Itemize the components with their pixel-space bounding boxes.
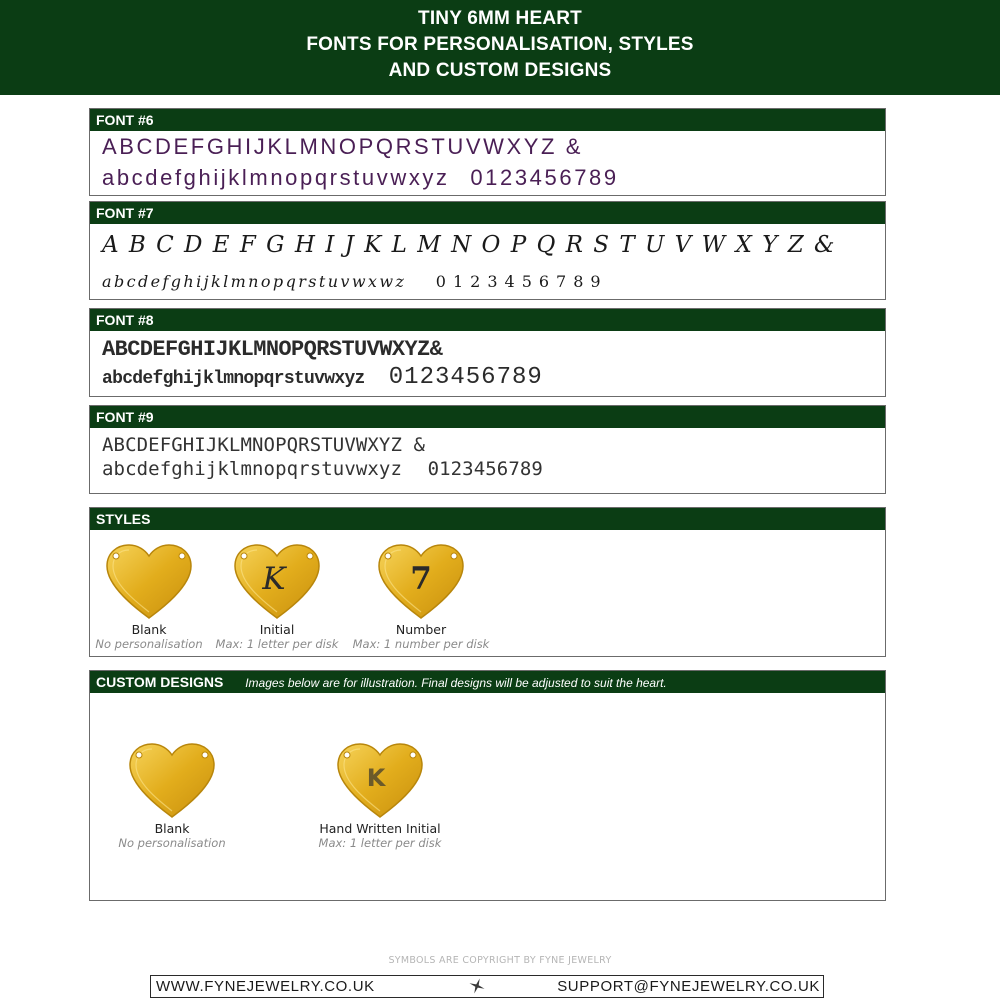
- font-8-lowercase: abcdefghijklmnopqrstuvwxyz: [102, 369, 365, 389]
- custom-hand-name: Hand Written Initial: [319, 821, 441, 836]
- font-6-title: FONT #6: [90, 109, 885, 131]
- custom-blank-note: No personalisation: [118, 836, 226, 850]
- font-9-panel: [89, 405, 886, 494]
- gold-heart-icon: [126, 741, 218, 821]
- custom-designs-bar: [90, 671, 885, 693]
- style-blank-note: No personalisation: [95, 637, 203, 651]
- font-9-lowercase-digits: [102, 458, 543, 480]
- custom-designs-panel: [89, 670, 886, 901]
- page-header: [0, 0, 1000, 95]
- styles-panel: [89, 507, 886, 657]
- font-8-uppercase: ABCDEFGHIJKLMNOPQRSTUVWXYZ&: [102, 337, 443, 362]
- style-option-number[interactable]: [336, 542, 506, 651]
- footer-email-link[interactable]: SUPPORT@FYNEJEWELRY.CO.UK: [557, 978, 820, 995]
- style-initial-name: Initial: [259, 622, 295, 637]
- font-6-lowercase-digits: [102, 165, 619, 191]
- style-number-note: Max: 1 number per disk: [352, 637, 490, 651]
- gold-heart-icon: [103, 542, 195, 622]
- font-8-title: FONT #8: [90, 309, 885, 331]
- style-number-name: Number: [395, 622, 447, 637]
- font-7-panel: [89, 201, 886, 300]
- custom-hand-note: Max: 1 letter per disk: [318, 836, 442, 850]
- font-6-uppercase: ABCDEFGHIJKLMNOPQRSTUVWXYZ &: [102, 134, 584, 159]
- footer-website-link[interactable]: WWW.FYNEJEWELRY.CO.UK: [156, 978, 375, 995]
- header-line-3: AND CUSTOM DESIGNS: [388, 60, 612, 81]
- font-7-title: FONT #7: [90, 202, 885, 224]
- font-9-title: FONT #9: [90, 406, 885, 428]
- header-line-1: TINY 6MM HEART: [418, 8, 582, 29]
- heart-engraving-initial: K: [262, 561, 286, 597]
- style-blank-name: Blank: [131, 622, 167, 637]
- font-8-digits: 0123456789: [388, 364, 543, 391]
- custom-option-blank[interactable]: [87, 741, 257, 850]
- custom-designs-note: Images below are for illustration. Final designs will be adjusted to suit the heart.: [245, 676, 667, 690]
- heart-engraving-number: 7: [410, 561, 432, 597]
- font-6-lowercase: abcdefghijklmnopqrstuvwxyz: [102, 165, 450, 190]
- gold-heart-handwritten-icon: [334, 741, 426, 821]
- gold-heart-initial-icon: [231, 542, 323, 622]
- font-6-panel: [89, 108, 886, 196]
- custom-designs-title: CUSTOM DESIGNS: [96, 674, 224, 690]
- custom-blank-name: Blank: [154, 821, 190, 836]
- font-9-uppercase: ABCDEFGHIJKLMNOPQRSTUVWXYZ &: [102, 434, 426, 456]
- font-6-digits: 0123456789: [470, 165, 619, 190]
- font-7-lowercase-digits: [102, 272, 608, 291]
- gold-heart-number-icon: [375, 542, 467, 622]
- styles-title: STYLES: [90, 508, 885, 530]
- star-icon: [469, 978, 485, 998]
- copyright-notice: SYMBOLS ARE COPYRIGHT BY FYNE JEWELRY: [388, 955, 612, 966]
- font-7-uppercase: A B C D E F G H I J K L M N O P Q R S T U V W X Y Z &: [102, 232, 837, 258]
- font-8-lowercase-digits: [102, 364, 543, 391]
- style-initial-note: Max: 1 letter per disk: [215, 637, 339, 651]
- custom-option-handwritten-initial[interactable]: [295, 741, 465, 850]
- font-7-lowercase: abcdefghijklmnopqrstuvwxwz: [102, 272, 407, 291]
- font-9-lowercase: abcdefghijklmnopqrstuvwxyz: [102, 458, 403, 480]
- footer-contact-bar: [150, 975, 824, 998]
- font-7-digits: 0123456789: [435, 272, 608, 291]
- heart-engraving-handwritten: K: [366, 764, 386, 792]
- header-line-2: FONTS FOR PERSONALISATION, STYLES: [306, 34, 694, 55]
- font-8-panel: [89, 308, 886, 397]
- font-9-digits: 0123456789: [427, 458, 543, 480]
